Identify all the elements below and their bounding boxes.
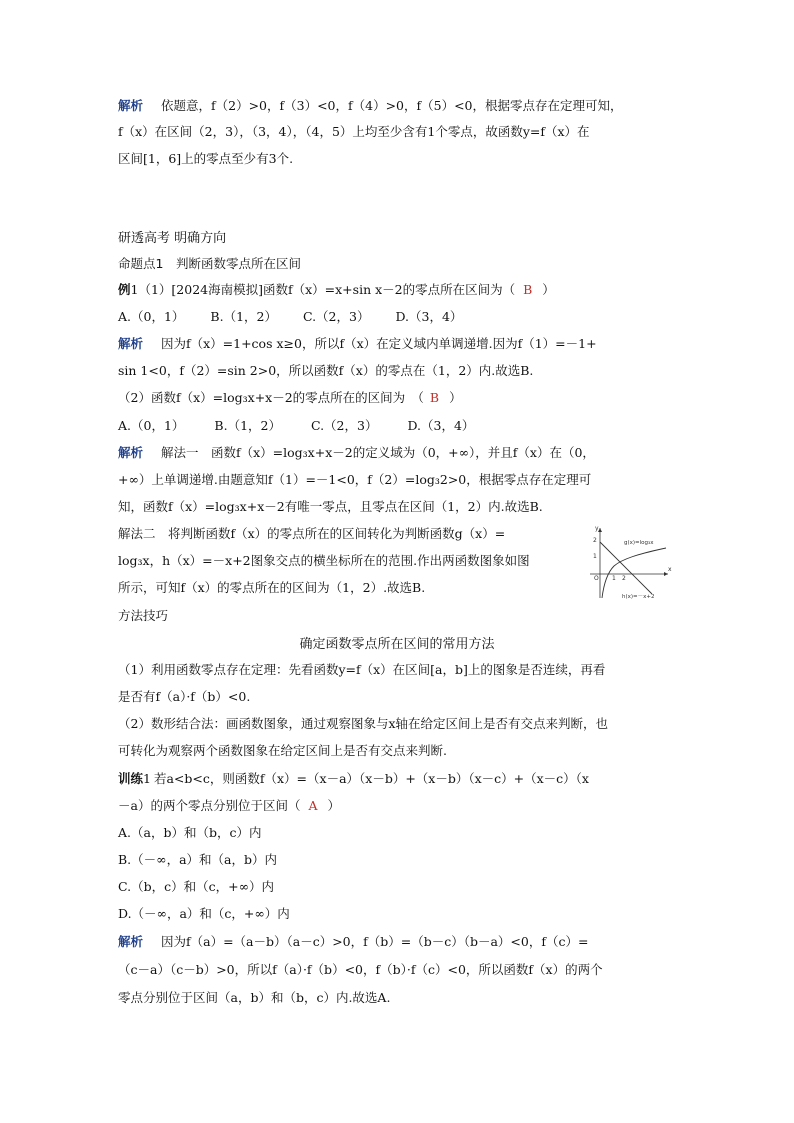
- example-label: 例: [118, 282, 131, 297]
- option-a: A.（a，b）和（b，c）内: [118, 825, 262, 840]
- method-item: （1）利用函数零点存在定理：先看函数y=f（x）在区间[a，b]上的图象是否连续，再看: [118, 662, 606, 677]
- option-c: C.（b，c）和（c，+∞）内: [118, 879, 274, 894]
- x-axis-label: x: [668, 566, 672, 573]
- question-text: －a）的两个零点分别位于区间（: [118, 798, 301, 813]
- option-d: D.（3，4）: [395, 309, 463, 324]
- method-one-text: +∞）上单调递增.由题意知f（1）=－1<0，f（2）=log₃2>0，根据零点存在定理可: [118, 472, 592, 487]
- solution-text: 零点分别位于区间（a，b）和（b，c）内.故选A.: [118, 990, 391, 1005]
- answer-mark: B: [523, 282, 533, 297]
- solution-label: 解析: [118, 934, 144, 949]
- question-text: （1）[2024海南模拟]函数f（x）=x+sin x－2的零点所在区间为（: [138, 282, 516, 297]
- y-axis-arrow: [598, 528, 602, 532]
- topic-title: 命题点1 判断函数零点所在区间: [118, 256, 301, 271]
- method-one-text: 解法一 函数f（x）=log₃x+x－2的定义域为（0，+∞），并且f（x）在（0，: [160, 445, 595, 460]
- option-b: B.（－∞，a）和（a，b）内: [118, 852, 277, 867]
- solution-text: 因为f（x）=1+cos x≥0，所以f（x）在定义域内单调递增.因为f（1）=－1+: [160, 336, 597, 351]
- training-question: [118, 771, 589, 787]
- option-b: B.（1，2）: [210, 309, 277, 324]
- g-curve: [602, 548, 666, 598]
- solution-label: 解析: [118, 98, 144, 113]
- answer-mark: A: [308, 798, 318, 813]
- origin-label: O: [594, 575, 599, 582]
- method-two-text: 解法二 将判断函数f（x）的零点所在的区间转化为判断函数g（x）=: [118, 526, 506, 541]
- solution-label: 解析: [118, 445, 144, 460]
- solution-text: f（x）在区间（2，3），（3，4），（4，5）上均至少含有1个零点，故函数y=f（x）在: [118, 124, 590, 139]
- solution-text: （c－a）（c－b）>0，所以f（a）·f（b）<0，f（b）·f（c）<0，所以函数f（x）的两个: [118, 962, 603, 977]
- solution-text: sin 1<0，f（2）=sin 2>0，所以函数f（x）的零点在（1，2）内.故选B.: [118, 363, 534, 378]
- option-c: C.（2，3）: [302, 309, 370, 324]
- option-d: D.（－∞，a）和（c，+∞）内: [118, 906, 290, 921]
- method-two-text: log₃x，h（x）=－x+2图象交点的横坐标所在的范围.作出两函数图象如图: [118, 553, 530, 568]
- tick-label: 1: [612, 575, 616, 582]
- option-d: D.（3，4）: [407, 418, 475, 433]
- solution-line: [118, 336, 597, 352]
- question-close: ）: [542, 282, 555, 297]
- solution-text: 因为f（a）=（a－b）（a－c）>0，f（b）=（b－c）（b－a）<0，f（c）=: [160, 934, 589, 949]
- training-number: 1: [143, 771, 151, 786]
- question-text: （2）函数f（x）=log₃x+x－2的零点所在的区间为 （: [118, 390, 424, 405]
- option-a: A.（0，1）: [118, 309, 185, 324]
- example-number: 1: [130, 282, 139, 297]
- tick-label: 2: [593, 537, 597, 544]
- option-b: B.（1，2）: [214, 418, 281, 433]
- solution-line: [118, 934, 588, 950]
- h-line-label: h(x)=－x+2: [622, 594, 655, 600]
- answer-mark: B: [429, 390, 440, 405]
- y-axis-label: y: [595, 525, 599, 532]
- training-question: [118, 798, 340, 814]
- options-row: [118, 418, 474, 434]
- question-close: ）: [449, 390, 462, 405]
- training-label: 训练: [118, 771, 144, 786]
- function-graph-figure: [588, 522, 672, 602]
- g-curve-label: g(x)=log₃x: [624, 540, 654, 546]
- tick-label: 2: [622, 575, 626, 582]
- example-question: [118, 390, 462, 406]
- solution-text: 区间[1，6]上的零点至少有3个.: [118, 151, 294, 166]
- question-text: 若a<b<c，则函数f（x）=（x－a）（x－b）+（x－b）（x－c）+（x－c）（x: [153, 771, 589, 786]
- h-line: [600, 542, 652, 594]
- option-c: C.（2，3）: [310, 418, 378, 433]
- method-item: （2）数形结合法：画函数图象，通过观察图象与x轴在给定区间上是否有交点来判断，也: [118, 716, 609, 731]
- section-title: 研透高考 明确方向: [118, 231, 227, 246]
- tick-label: 1: [593, 553, 597, 560]
- solution-label: 解析: [118, 336, 144, 351]
- solution-line: [118, 445, 595, 461]
- option-a: A.（0，1）: [118, 418, 185, 433]
- method-label: 方法技巧: [118, 608, 169, 623]
- question-close: ）: [327, 798, 340, 813]
- method-title: 确定函数零点所在区间的常用方法: [299, 637, 495, 652]
- method-one-text: 知，函数f（x）=log₃x+x－2有唯一零点，且零点在区间（1，2）内.故选B.: [118, 499, 543, 514]
- example-question: [118, 282, 555, 298]
- options-row: [118, 309, 462, 325]
- method-item: 是否有f（a）·f（b）<0.: [118, 689, 251, 704]
- method-item: 可转化为观察两个函数图象在给定区间上是否有交点来判断.: [118, 743, 447, 758]
- solution-text: 依题意，f（2）>0，f（3）<0，f（4）>0，f（5）<0，根据零点存在定理可知，: [160, 98, 623, 113]
- method-two-text: 所示，可知f（x）的零点所在的区间为（1，2）.故选B.: [118, 580, 426, 595]
- solution-line: [118, 98, 623, 114]
